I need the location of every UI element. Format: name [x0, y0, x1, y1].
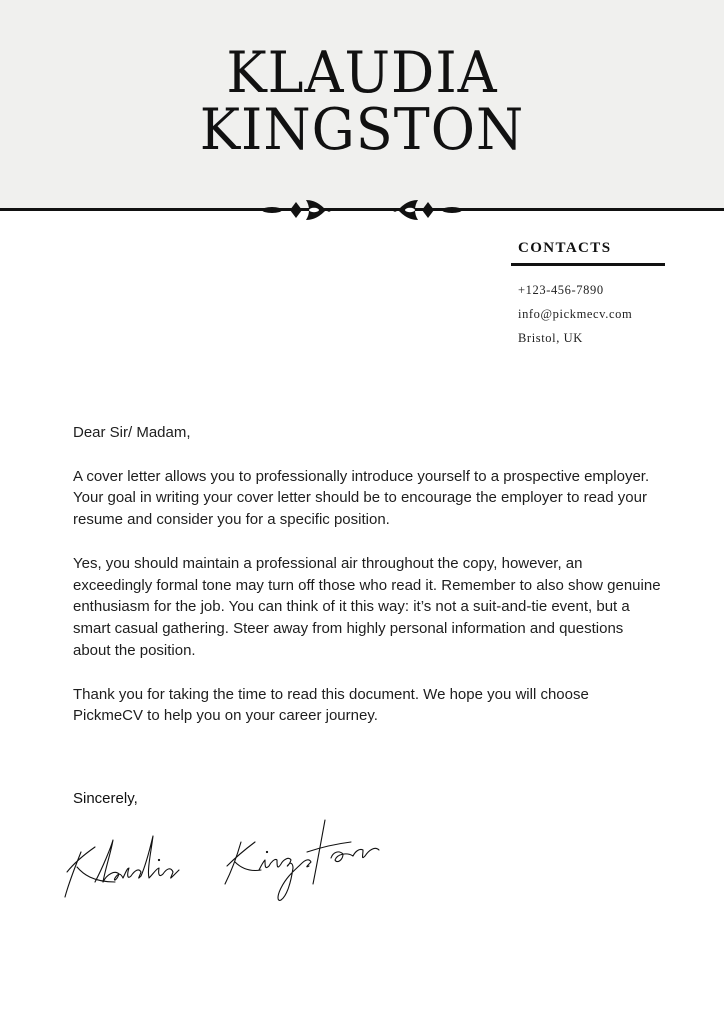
contacts-section [511, 238, 665, 350]
signature-image [55, 812, 385, 912]
letter-salutation: Dear Sir/ Madam, [73, 424, 191, 441]
header-banner [0, 0, 724, 209]
contacts-title: CONTACTS [518, 240, 612, 256]
letter-body [73, 422, 663, 749]
contacts-divider [511, 263, 665, 266]
letter-paragraph: Thank you for taking the time to read this document. We hope you will choose PickmeCV to help you on your career journey. [73, 685, 589, 725]
contact-email: info@pickmecv.com [518, 307, 633, 321]
name-first: KLAUDIA [226, 39, 498, 106]
contact-phone: +123-456-7890 [518, 283, 604, 297]
letter-closing: Sincerely, [73, 790, 138, 807]
contact-location: Bristol, UK [518, 331, 583, 345]
name-last: KINGSTON [199, 96, 525, 163]
ornament-divider-icon [250, 196, 474, 224]
letter-paragraph: A cover letter allows you to professionally introduce yourself to a prospective employer. Your goal in writing your cover letter should be to encourage the employer to read your resume and consider you for a specific position. [73, 467, 650, 529]
letter-paragraph: Yes, you should maintain a professional air throughout the copy, however, an exceedingly formal tone may turn off those who read it. Remember to also show genuine enthusiasm for the job. You can think of it this way: it’s not a suit-and-tie event, but a smart casual gathering. Steer away from highly personal information and questions about the position. [73, 554, 661, 659]
